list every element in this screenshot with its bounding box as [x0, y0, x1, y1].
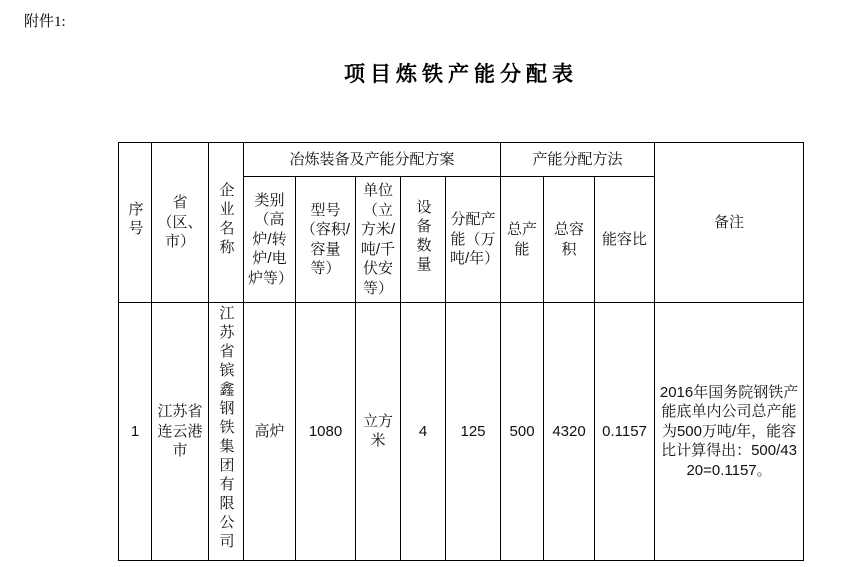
attachment-label: 附件1:: [24, 14, 66, 30]
group-header-smelting-equipment: 冶炼装备及产能分配方案: [244, 143, 501, 177]
page-title: 项目炼铁产能分配表: [344, 63, 578, 86]
group-header-allocation-method: 产能分配方法: [501, 143, 655, 177]
capacity-allocation-table: [118, 142, 804, 561]
table-data-row: [119, 303, 804, 561]
column-header-device-count: [401, 177, 446, 303]
cell-remarks: 2016年国务院钢铁产能底单内公司总产能为500万吨/年，能容比计算得出：500/4320=0.1157。: [655, 303, 804, 561]
cell-device-count: 4: [401, 303, 446, 561]
cell-total-capacity: 500: [501, 303, 544, 561]
cell-enterprise-name: [209, 303, 244, 561]
cell-unit: 立方米: [356, 303, 401, 561]
cell-model: 1080: [296, 303, 356, 561]
column-header-total-capacity: 总产能: [501, 177, 544, 303]
column-header-category: 类别（高炉/转炉/电炉等）: [244, 177, 296, 303]
column-header-unit: 单位（立方米/吨/千伏安等）: [356, 177, 401, 303]
column-header-remarks: 备注: [655, 143, 804, 303]
table-header-row-groups: [119, 143, 804, 177]
column-header-seq: [119, 143, 152, 303]
column-header-device-count-label: 设备数量: [414, 198, 432, 275]
cell-seq: 1: [119, 303, 152, 561]
cell-category: 高炉: [244, 303, 296, 561]
column-header-total-volume: 总容积: [544, 177, 595, 303]
column-header-enterprise-label: 企业名称: [217, 181, 235, 258]
column-header-model: 型号（容积/容量等）: [296, 177, 356, 303]
column-header-allocated-capacity: 分配产能（万吨/年）: [446, 177, 501, 303]
cell-total-volume: 4320: [544, 303, 595, 561]
cell-province: 江苏省连云港市: [152, 303, 209, 561]
cell-capacity-volume-ratio: 0.1157: [595, 303, 655, 561]
column-header-seq-label: 序号: [126, 200, 144, 239]
cell-allocated-capacity: 125: [446, 303, 501, 561]
cell-enterprise-name-text: 江苏省镔鑫钢铁集团有限公司: [217, 305, 235, 552]
column-header-capacity-volume-ratio: 能容比: [595, 177, 655, 303]
column-header-province: 省（区、市）: [152, 143, 209, 303]
column-header-enterprise: [209, 143, 244, 303]
